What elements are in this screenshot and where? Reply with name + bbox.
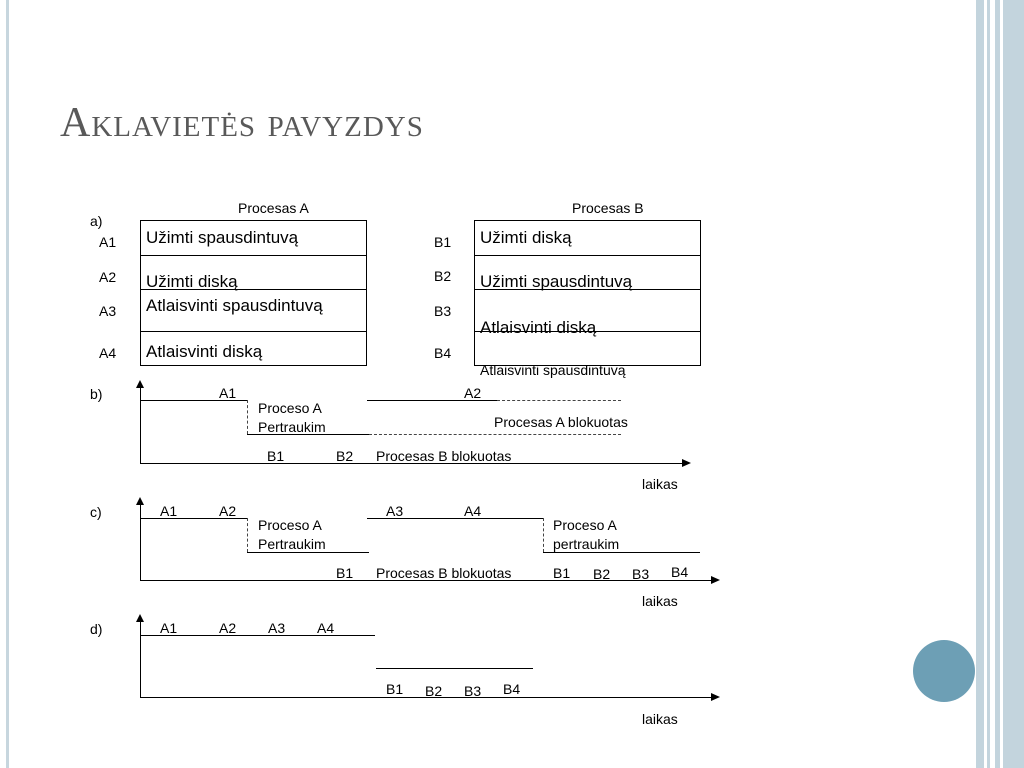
step-text-a2: Užimti diską [146, 272, 238, 291]
timeline-label: B1 [267, 448, 285, 464]
table-row-divider [140, 255, 367, 256]
timeline-label: B4 [503, 681, 521, 697]
timeline-dashed-drop [247, 518, 248, 552]
y-axis-arrow [136, 380, 144, 388]
step-id-b3: B3 [434, 303, 452, 319]
step-id-a1: A1 [99, 234, 117, 250]
x-axis-arrow [711, 693, 720, 701]
step-id-a3: A3 [99, 303, 117, 319]
timeline-label: A2 [464, 385, 482, 401]
timeline-label: Procesas B blokuotas [376, 565, 512, 581]
timeline-label: B1 [553, 565, 571, 581]
step-id-a2: A2 [99, 269, 117, 285]
step-id-b4: B4 [434, 345, 452, 361]
timeline-segment [376, 668, 533, 669]
x-axis-arrow [711, 576, 720, 584]
timeline-dashed-drop [543, 518, 544, 552]
timeline-label: B2 [593, 566, 611, 582]
timeline-label: B3 [464, 683, 482, 699]
timeline-label: Proceso A [258, 400, 322, 416]
timeline-label: A2 [219, 503, 237, 519]
timeline-label: B2 [336, 448, 354, 464]
step-text-a3: Atlaisvinti spausdintuvą [146, 296, 323, 315]
y-axis-arrow [136, 614, 144, 622]
timeline-segment [543, 552, 700, 553]
axis-label-time: laikas [642, 476, 678, 492]
step-text-b2: Užimti spausdintuvą [480, 272, 633, 291]
part-a-label: a) [90, 213, 103, 229]
timeline-label: A4 [464, 503, 482, 519]
blocked-dashed-line [497, 400, 621, 401]
part-c-label: c) [90, 504, 102, 520]
x-axis-arrow [682, 459, 691, 467]
left-border-line [6, 0, 9, 768]
process-b-title: Procesas B [572, 200, 644, 216]
timeline-label: Proceso A [553, 517, 617, 533]
timeline-label: Procesas A blokuotas [494, 414, 628, 430]
blocked-dashed-line [369, 434, 621, 435]
decorative-circle [913, 640, 975, 702]
timeline-label: B1 [386, 681, 404, 697]
timeline-label: A1 [160, 620, 178, 636]
part-b-label: b) [90, 386, 103, 402]
axis-label-time: laikas [642, 711, 678, 727]
timeline-label: B2 [425, 683, 443, 699]
timeline-label: Procesas B blokuotas [376, 448, 512, 464]
process-a-title: Procesas A [238, 200, 309, 216]
timeline-label: Pertraukim [258, 419, 326, 435]
y-axis [140, 622, 141, 697]
step-text-a4: Atlaisvinti diską [146, 342, 263, 361]
step-text-b1: Užimti diską [480, 228, 572, 247]
timeline-label: B1 [336, 565, 354, 581]
timeline-segment [247, 552, 369, 553]
timeline-label: A3 [268, 620, 286, 636]
timeline-label: A1 [160, 503, 178, 519]
step-text-a1: Užimti spausdintuvą [146, 228, 299, 247]
timeline-label: Pertraukim [258, 536, 326, 552]
page-title: Aklavietės pavyzdys [60, 100, 424, 146]
y-axis [140, 505, 141, 580]
timeline-label: A3 [386, 503, 404, 519]
step-id-b2: B2 [434, 268, 452, 284]
step-id-a4: A4 [99, 345, 117, 361]
timeline-label: B4 [671, 564, 689, 580]
timeline-label: A1 [219, 385, 237, 401]
table-row-divider [140, 331, 367, 332]
step-id-b1: B1 [434, 234, 452, 250]
timeline-label: B3 [632, 566, 650, 582]
timeline-label: A4 [317, 620, 335, 636]
timeline-label: Proceso A [258, 517, 322, 533]
step-text-b4: Atlaisvinti spausdintuvą [480, 362, 626, 378]
table-row-divider [474, 255, 701, 256]
timeline-label: A2 [219, 620, 237, 636]
part-d-label: d) [90, 621, 103, 637]
timeline-dashed-drop [247, 400, 248, 434]
right-border-stripes [976, 0, 1024, 768]
timeline-label: pertraukim [553, 536, 620, 552]
y-axis-arrow [136, 497, 144, 505]
step-text-b3: Atlaisvinti diską [480, 318, 597, 337]
axis-label-time: laikas [642, 593, 678, 609]
